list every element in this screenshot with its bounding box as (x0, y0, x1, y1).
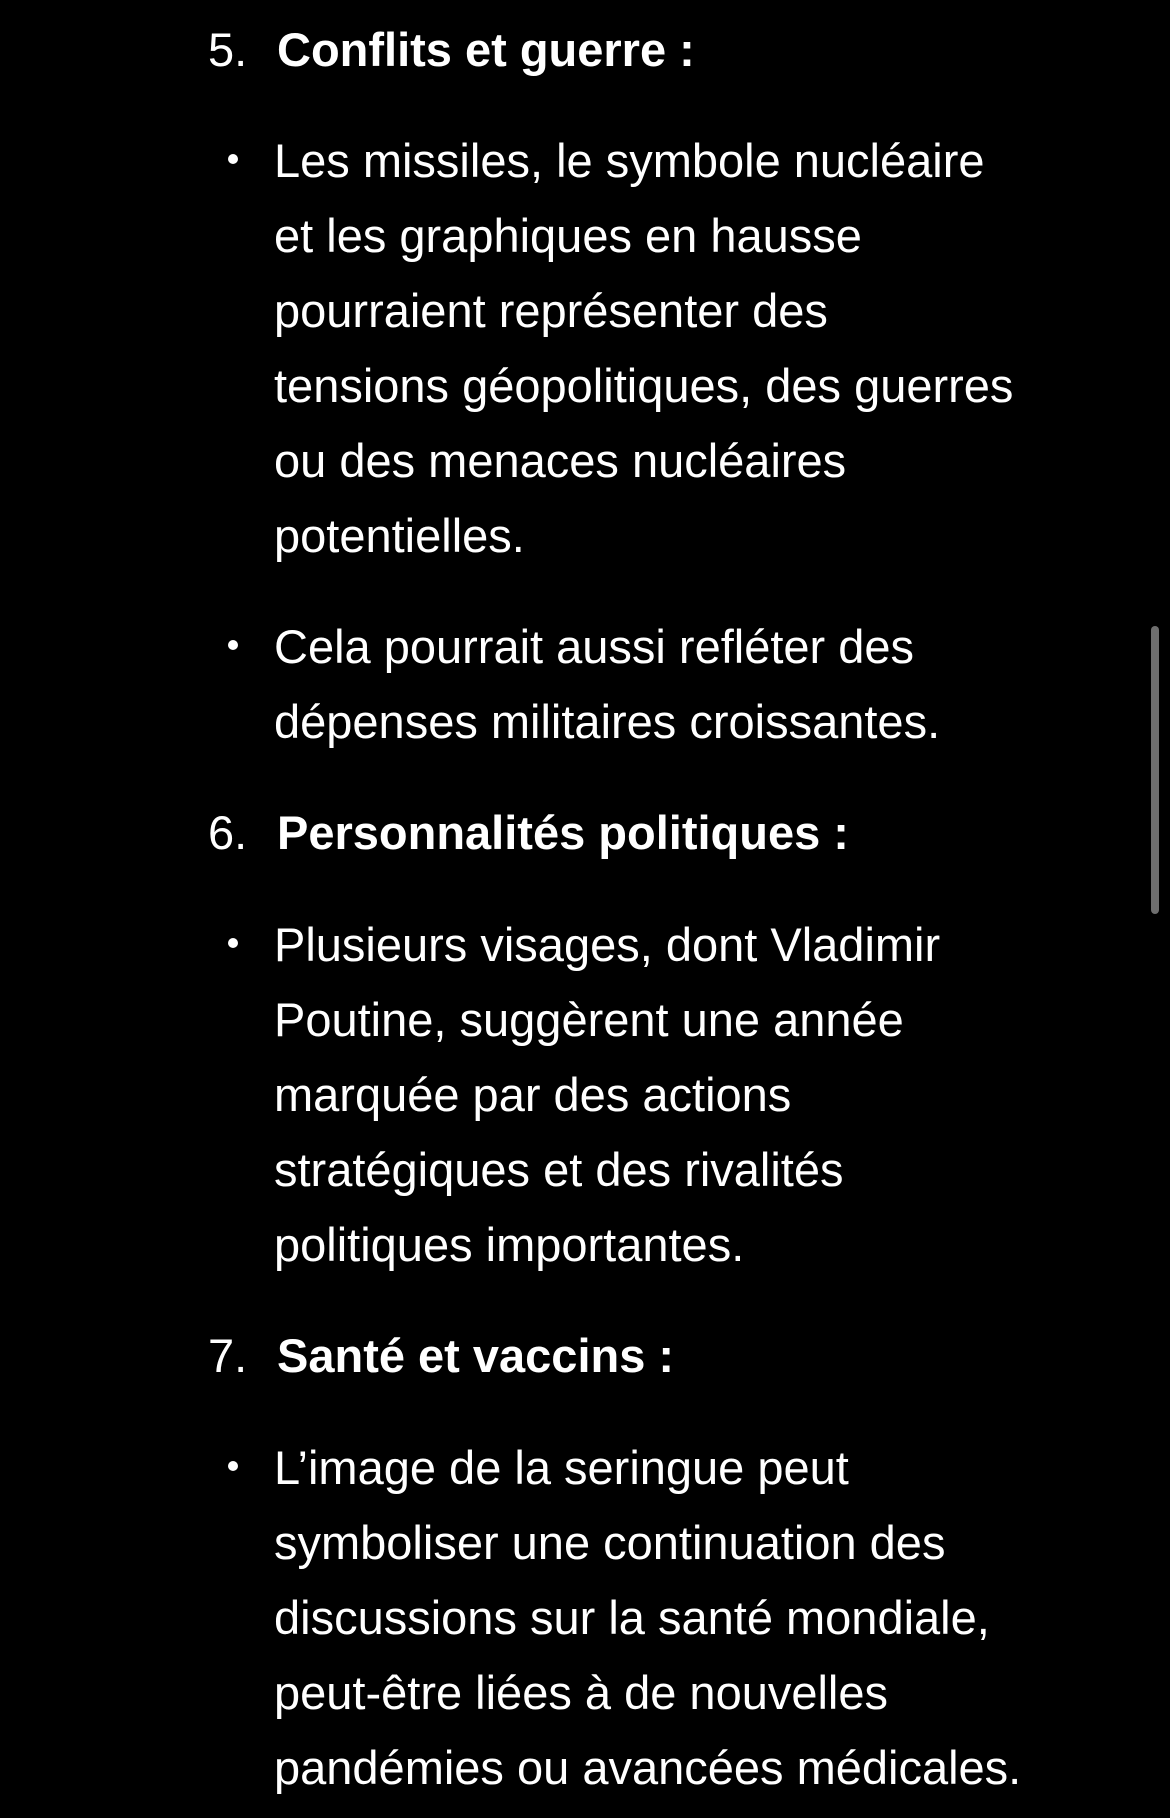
bullet-text: Cela pourrait aussi refléter des dépenses militaires croissantes. (274, 620, 941, 748)
section-heading-conflicts (208, 12, 695, 87)
section-heading-health-vaccines (208, 1318, 674, 1393)
section-number: 5. (208, 23, 248, 76)
bullet-icon (228, 154, 238, 164)
section-title: Santé et vaccins : (277, 1329, 675, 1382)
bullet-text: Les missiles, le symbole nucléaire et les graphiques en hausse pourraient représenter des tensions géopolitiques, des guerres ou des menaces nucléaires potentielles. (274, 134, 1014, 562)
section-heading-political-figures (208, 795, 849, 870)
bullet-icon (228, 640, 238, 650)
section-number: 7. (208, 1329, 248, 1382)
scrollbar-thumb[interactable] (1151, 626, 1159, 914)
bullet-icon (228, 1461, 238, 1471)
bullet-text: L’image de la seringue peut symboliser une continuation des discussions sur la santé mondiale, peut-être liées à de nouvelles pandémies ou avancées médicales. (274, 1441, 1022, 1794)
section-number: 6. (208, 806, 248, 859)
bullet-icon (228, 938, 238, 948)
section-title: Conflits et guerre : (277, 23, 695, 76)
section-title: Personnalités politiques : (277, 806, 849, 859)
bullet-text: Plusieurs visages, dont Vladimir Poutine, suggèrent une année marquée par des actions stratégiques et des rivalités politiques importantes. (274, 918, 941, 1271)
